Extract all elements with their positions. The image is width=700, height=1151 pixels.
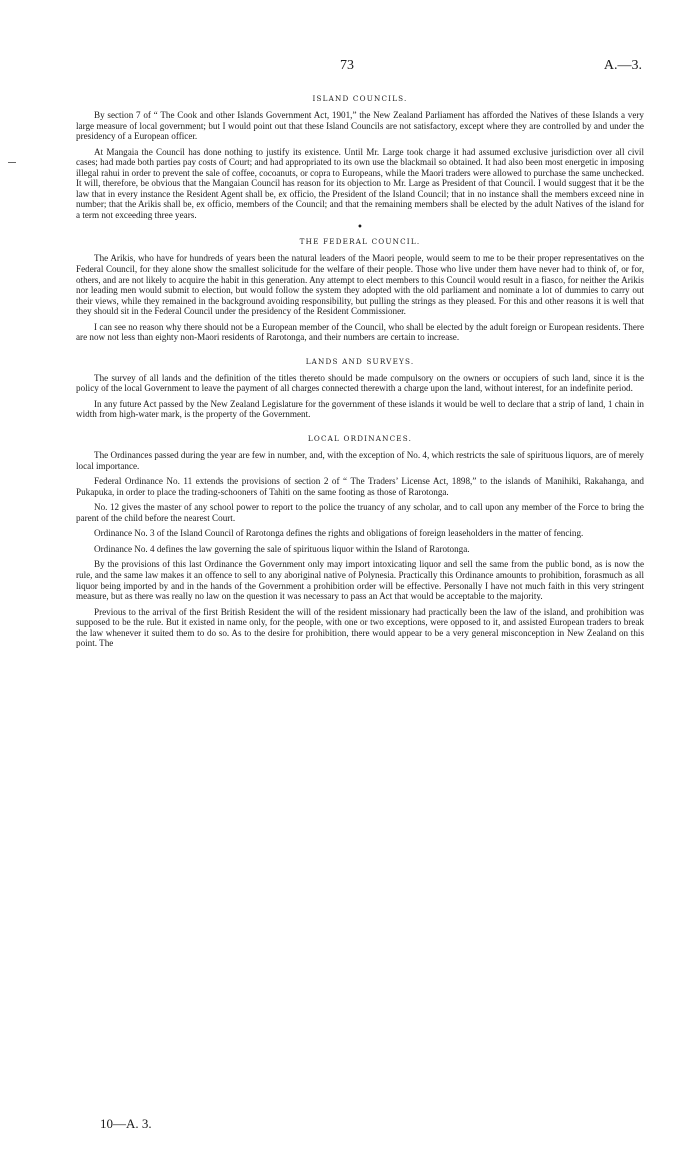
paragraph: I can see no reason why there should not be a European member of the Council, who shall be elected by the adult foreign or European residents. There are now not less than eighty non-Maori residents of Rarotonga, and their numbers are certain to increase.: [76, 321, 644, 343]
paragraph: In any future Act passed by the New Zealand Legislature for the government of these islands it would be well to declare that a strip of land, 1 chain in width from high-water mark, is the property of the Government.: [76, 398, 644, 420]
paragraph: The Arikis, who have for hundreds of years been the natural leaders of the Maori people, would seem to me to be their proper representatives on the Federal Council, for they alone show the smallest solicitude for the welfare of their people. Those who live under them have never had to think of, or for, others, and are not likely to acquire the habit in this generation. Any attempt to elect members to this Council would result in a fiasco, for neither the Arikis nor leading men would submit to election, but would follow the system they adopted with the old parliament and nominate a lot of dummies to carry out their views, while they remained in the background avoiding responsibility, but pulling the strings as they pleased. For this and other reasons it is well that they should sit in the Federal Council under the presidency of the Resident Commissioner.: [76, 253, 644, 317]
paragraph: By section 7 of “ The Cook and other Islands Government Act, 1901,” the New Zealand Parliament has afforded the Natives of these Islands a very large measure of local government; but I would point out that these Island Councils are not satisfactory, except where they are controlled by and under the presidency of a European officer.: [76, 110, 644, 142]
separator-dot: •: [357, 222, 363, 234]
footer-signature: 10—A. 3.: [100, 1116, 152, 1131]
section-local-ordinances: [76, 434, 644, 649]
page-header: [0, 58, 700, 78]
section-heading: THE FEDERAL COUNCIL.: [299, 237, 421, 247]
section-island-councils: [76, 94, 644, 220]
paragraph: No. 12 gives the master of any school power to report to the police the truancy of any scholar, and to call upon any member of the Force to bring the parent of the child before the nearest Court.: [76, 502, 644, 523]
section-heading: ISLAND COUNCILS.: [312, 94, 408, 103]
paragraph: Previous to the arrival of the first British Resident the will of the resident missionary had practically been the law of the island, and prohibition was supposed to be the rule. But it existed in name only, for the people, with one or two exceptions, were opposed to it, and assisted European traders to break the law whenever it suited them to do so. As to the desire for prohibition, there would appear to be a very general misconception in New Zealand on this point. The: [76, 606, 644, 649]
paragraph: The survey of all lands and the definition of the titles thereto should be made compulsory on the owners or occupiers of such land, since it is the policy of the local Government to leave the payment of all charges connected therewith a charge upon the land, without interest, for an indefinite period.: [76, 372, 644, 394]
section-lands-and-surveys: [76, 357, 644, 420]
section-heading: LANDS AND SURVEYS.: [305, 356, 415, 366]
paragraph: Ordinance No. 4 defines the law governing the sale of spirituous liquor within the Island of Rarotonga.: [94, 543, 470, 554]
document-reference: A.—3.: [603, 58, 642, 73]
page-number: 73: [340, 58, 354, 73]
paragraph: At Mangaia the Council has done nothing to justify its existence. Until Mr. Large took charge it had assumed exclusive jurisdiction over all civil cases; had made both parties pay costs of Court; and had appropriated to its own use the blackmail so obtained. It had also been most energetic in imposing illegal rahui in order to prevent the sale of coffee, cocoanuts, or copra to Europeans, while the Maori traders were allowed to purchase the same unchecked. It will, therefore, be obvious that the Mangaian Council has reason for its objection to Mr. Large as President of that Council. I would suggest that it be the law that in every instance the Resident Agent shall be, ex officio, the President of the Island Council; that in no instance shall the members exceed nine in number; that the Arikis shall be, ex officio, members of the Council; and that the remaining members shall be elected by the adult Natives of the island for a term not exceeding three years.: [76, 146, 644, 220]
paragraph: Federal Ordinance No. 11 extends the provisions of section 2 of “ The Traders’ License Act, 1898,” to the islands of Manihiki, Rakahanga, and Pukapuka, in order to place the trading-schooners of Tahiti on the same footing as those of Rarotonga.: [76, 476, 644, 497]
paragraph: Ordinance No. 3 of the Island Council of Rarotonga defines the rights and obligations of foreign leaseholders in the matter of fencing.: [94, 528, 584, 539]
margin-mark: [8, 162, 16, 163]
page-body: [76, 94, 644, 654]
paragraph: By the provisions of this last Ordinance the Government only may import intoxicating liquor and sell the same from the public bond, as is now the rule, and the same law makes it an offence to sell to any aboriginal native of Polynesia. Practically this Ordinance amounts to prohibition, forasmuch as all liquor being imported by and in the hands of the Government a prohibition order will be effective. Personally I have not much faith in this very stringent measure, but as there was really no law on the question it was necessary to pass an Act that would be acceptable to the majority.: [76, 559, 644, 602]
section-federal-council: [76, 237, 644, 342]
section-heading: LOCAL ORDINANCES.: [307, 434, 413, 444]
paragraph: The Ordinances passed during the year are few in number, and, with the exception of No. 4, which restricts the sale of spirituous liquors, are of merely local importance.: [76, 450, 644, 471]
